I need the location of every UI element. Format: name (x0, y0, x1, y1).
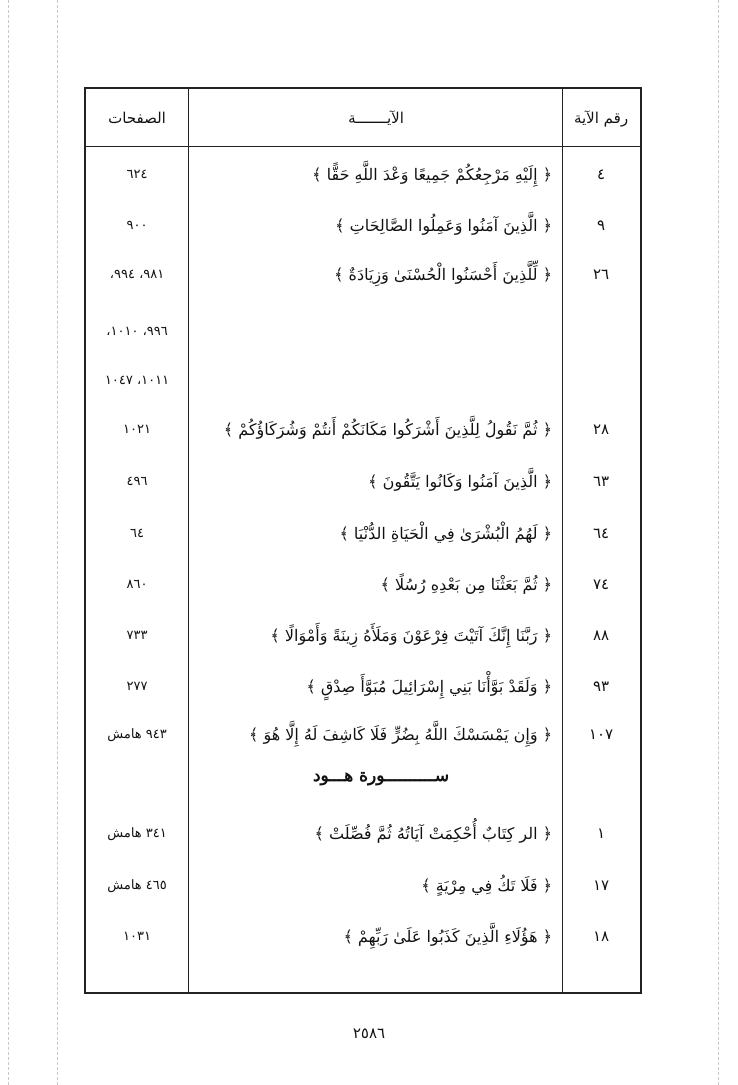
table-row (86, 719, 640, 749)
ayah-number-cell: ٢٨ (592, 420, 610, 438)
ayah-number-cell: ١ (596, 824, 606, 842)
ayah-text-cell: ﴿ ثُمَّ بَعَثْنَا مِن بَعْدِهِ رُسُلًا ﴾ (380, 574, 552, 594)
table-row (86, 620, 640, 650)
pages-cell: ١٠١١، ١٠٤٧ (104, 372, 170, 388)
ayah-text-cell: ﴿ الَّذِينَ آمَنُوا وَعَمِلُوا الصَّالِحَاتِ ﴾ (335, 215, 552, 235)
ayah-text-cell: ﴿ هَؤُلَاءِ الَّذِينَ كَذَبُوا عَلَىٰ رَبِّهِمْ ﴾ (343, 926, 552, 946)
page-number: ٢٥٨٦ (352, 1024, 386, 1042)
pages-cell: ٩٤٣ هامش (107, 726, 167, 742)
header-ayah: الآيـــــــة (348, 108, 404, 127)
ayah-text-cell: ﴿ لِّلَّذِينَ أَحْسَنُوا الْحُسْنَىٰ وَزِيَادَةٌ ﴾ (334, 264, 552, 284)
surah-heading-row (86, 761, 640, 791)
ayah-number-cell: ١٨ (592, 927, 610, 945)
table-row (86, 159, 640, 189)
table-row (86, 569, 640, 599)
header-rule (86, 146, 640, 147)
table-row (86, 259, 640, 289)
pages-cell: ١٠٣١ (123, 928, 151, 944)
table-row (86, 466, 640, 496)
ayah-number-cell: ١٧ (592, 876, 610, 894)
table-row (86, 671, 640, 701)
ayah-number-cell: ٩ (596, 216, 606, 234)
ayah-text-cell: ﴿ الر كِتَابٌ أُحْكِمَتْ آيَاتُهُ ثُمَّ فُصِّلَتْ ﴾ (314, 823, 552, 843)
pages-cell: ٩٨١، ٩٩٤، (109, 266, 165, 282)
pages-cell: ٨٦٠ (126, 576, 148, 592)
header-ayah-number: رقم الآية (573, 108, 629, 127)
table-row (86, 870, 640, 900)
table-row (86, 365, 640, 395)
margin-guide-inner (57, 0, 58, 1085)
ayah-text-cell: ﴿ وَإِن يَمْسَسْكَ اللَّهُ بِضُرٍّ فَلَا كَاشِفَ لَهُ إِلَّا هُوَ ﴾ (249, 724, 552, 744)
ayah-text-cell (202, 365, 560, 395)
ayah-number-cell: ٦٣ (592, 472, 610, 490)
ayah-number-cell (562, 316, 640, 346)
ayah-text-cell: ﴿ ثُمَّ نَقُولُ لِلَّذِينَ أَشْرَكُوا مَكَانَكُمْ أَنتُمْ وَشُرَكَاؤُكُمْ ﴾ (223, 419, 552, 439)
pages-cell: ٧٣٣ (126, 627, 148, 643)
header-pages: الصفحات (108, 108, 166, 127)
pages-cell: ٤٩٦ (126, 473, 148, 489)
ayah-number-cell: ١٠٧ (588, 725, 614, 743)
margin-guide-right (718, 0, 719, 1085)
ayah-text-cell: ﴿ لَهُمُ الْبُشْرَىٰ فِي الْحَيَاةِ الدُّنْيَا ﴾ (339, 523, 552, 543)
ayah-text-cell: ﴿ وَلَقَدْ بَوَّأْنَا بَنِي إِسْرَائِيلَ مُبَوَّأَ صِدْقٍ ﴾ (306, 676, 552, 696)
pages-cell: ٦٢٤ (126, 166, 148, 182)
verse-index-table (84, 87, 642, 994)
pages-cell: ٢٧٧ (126, 678, 148, 694)
ayah-number-cell: ٢٦ (592, 265, 610, 283)
table-row (86, 210, 640, 240)
pages-cell: ٦٤ (130, 525, 144, 541)
table-row (86, 316, 640, 346)
pages-cell: ٤٦٥ هامش (107, 877, 167, 893)
surah-heading: ســــــــــورة هـــود (312, 766, 450, 786)
ayah-number-cell: ٩٣ (592, 677, 610, 695)
ayah-text-cell: ﴿ إِلَيْهِ مَرْجِعُكُمْ جَمِيعًا وَعْدَ اللَّهِ حَقًّا ﴾ (312, 164, 552, 184)
pages-cell: ١٠٢١ (123, 421, 151, 437)
table-row (86, 518, 640, 548)
ayah-text-cell: ﴿ الَّذِينَ آمَنُوا وَكَانُوا يَتَّقُونَ ﴾ (368, 471, 552, 491)
pages-cell: ٩٠٠ (126, 217, 148, 233)
ayah-number-cell: ٦٤ (592, 524, 610, 542)
table-row (86, 818, 640, 848)
ayah-text-cell: ﴿ فَلَا تَكُ فِي مِرْيَةٍ ﴾ (421, 875, 552, 895)
ayah-number-cell: ٧٤ (592, 575, 610, 593)
ayah-number-cell: ٨٨ (592, 626, 610, 644)
pages-cell: ٩٩٦، ١٠١٠، (106, 323, 168, 339)
margin-guide-left (8, 0, 9, 1085)
ayah-number-cell (562, 365, 640, 395)
table-row (86, 414, 640, 444)
pages-cell: ٣٤١ هامش (107, 825, 167, 841)
ayah-text-cell (202, 316, 560, 346)
ayah-text-cell: ﴿ رَبَّنَا إِنَّكَ آتَيْتَ فِرْعَوْنَ وَمَلَأَهُ زِينَةً وَأَمْوَالًا ﴾ (270, 625, 552, 645)
ayah-number-cell: ٤ (596, 165, 606, 183)
table-row (86, 921, 640, 951)
